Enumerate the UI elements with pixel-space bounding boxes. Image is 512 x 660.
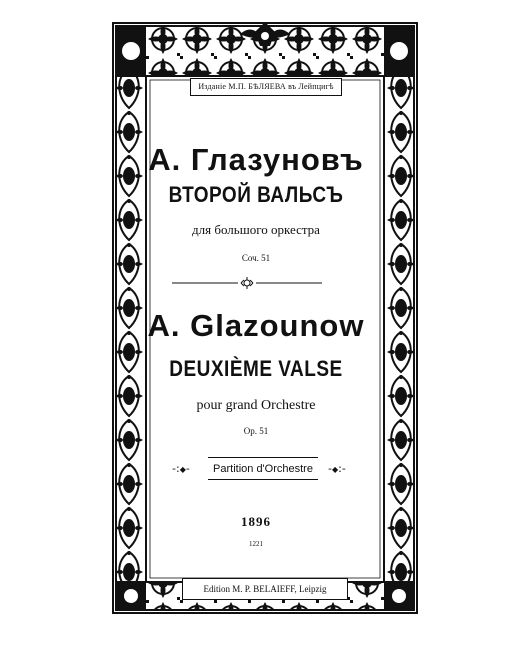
publisher-label-bottom: Edition M. P. BELAIEFF, Leipzig: [182, 578, 348, 600]
rule-bottom: [208, 479, 318, 480]
composer-name-russian: А. Глазуновъ: [148, 142, 364, 177]
plate-number: 1221: [249, 540, 263, 548]
fleuron-left-icon: -:◆-: [172, 462, 190, 475]
publisher-label-top: Изданiе М.П. БѢЛЯЕВА въ Лейпцигѣ: [190, 78, 342, 96]
subtitle-russian: для большого оркестра: [192, 222, 320, 237]
subtitle-french: pour grand Orchestre: [196, 398, 316, 413]
composer-name-french: A. Glazounow: [147, 308, 365, 343]
fleuron-right-icon: -◆:-: [328, 462, 346, 475]
ornament-divider-icon: [172, 277, 322, 289]
partition-label: Partition d'Orchestre: [213, 463, 313, 475]
opus-russian: Соч. 51: [241, 253, 271, 263]
title-french: DEUXIÈME VALSE: [169, 357, 343, 382]
publication-year: 1896: [241, 514, 271, 529]
title-russian: ВТОРОЙ ВАЛЬСЪ: [168, 183, 344, 208]
partition-label-box: [150, 460, 376, 478]
rule-top: [208, 457, 318, 458]
opus-french: Op. 51: [243, 426, 269, 436]
